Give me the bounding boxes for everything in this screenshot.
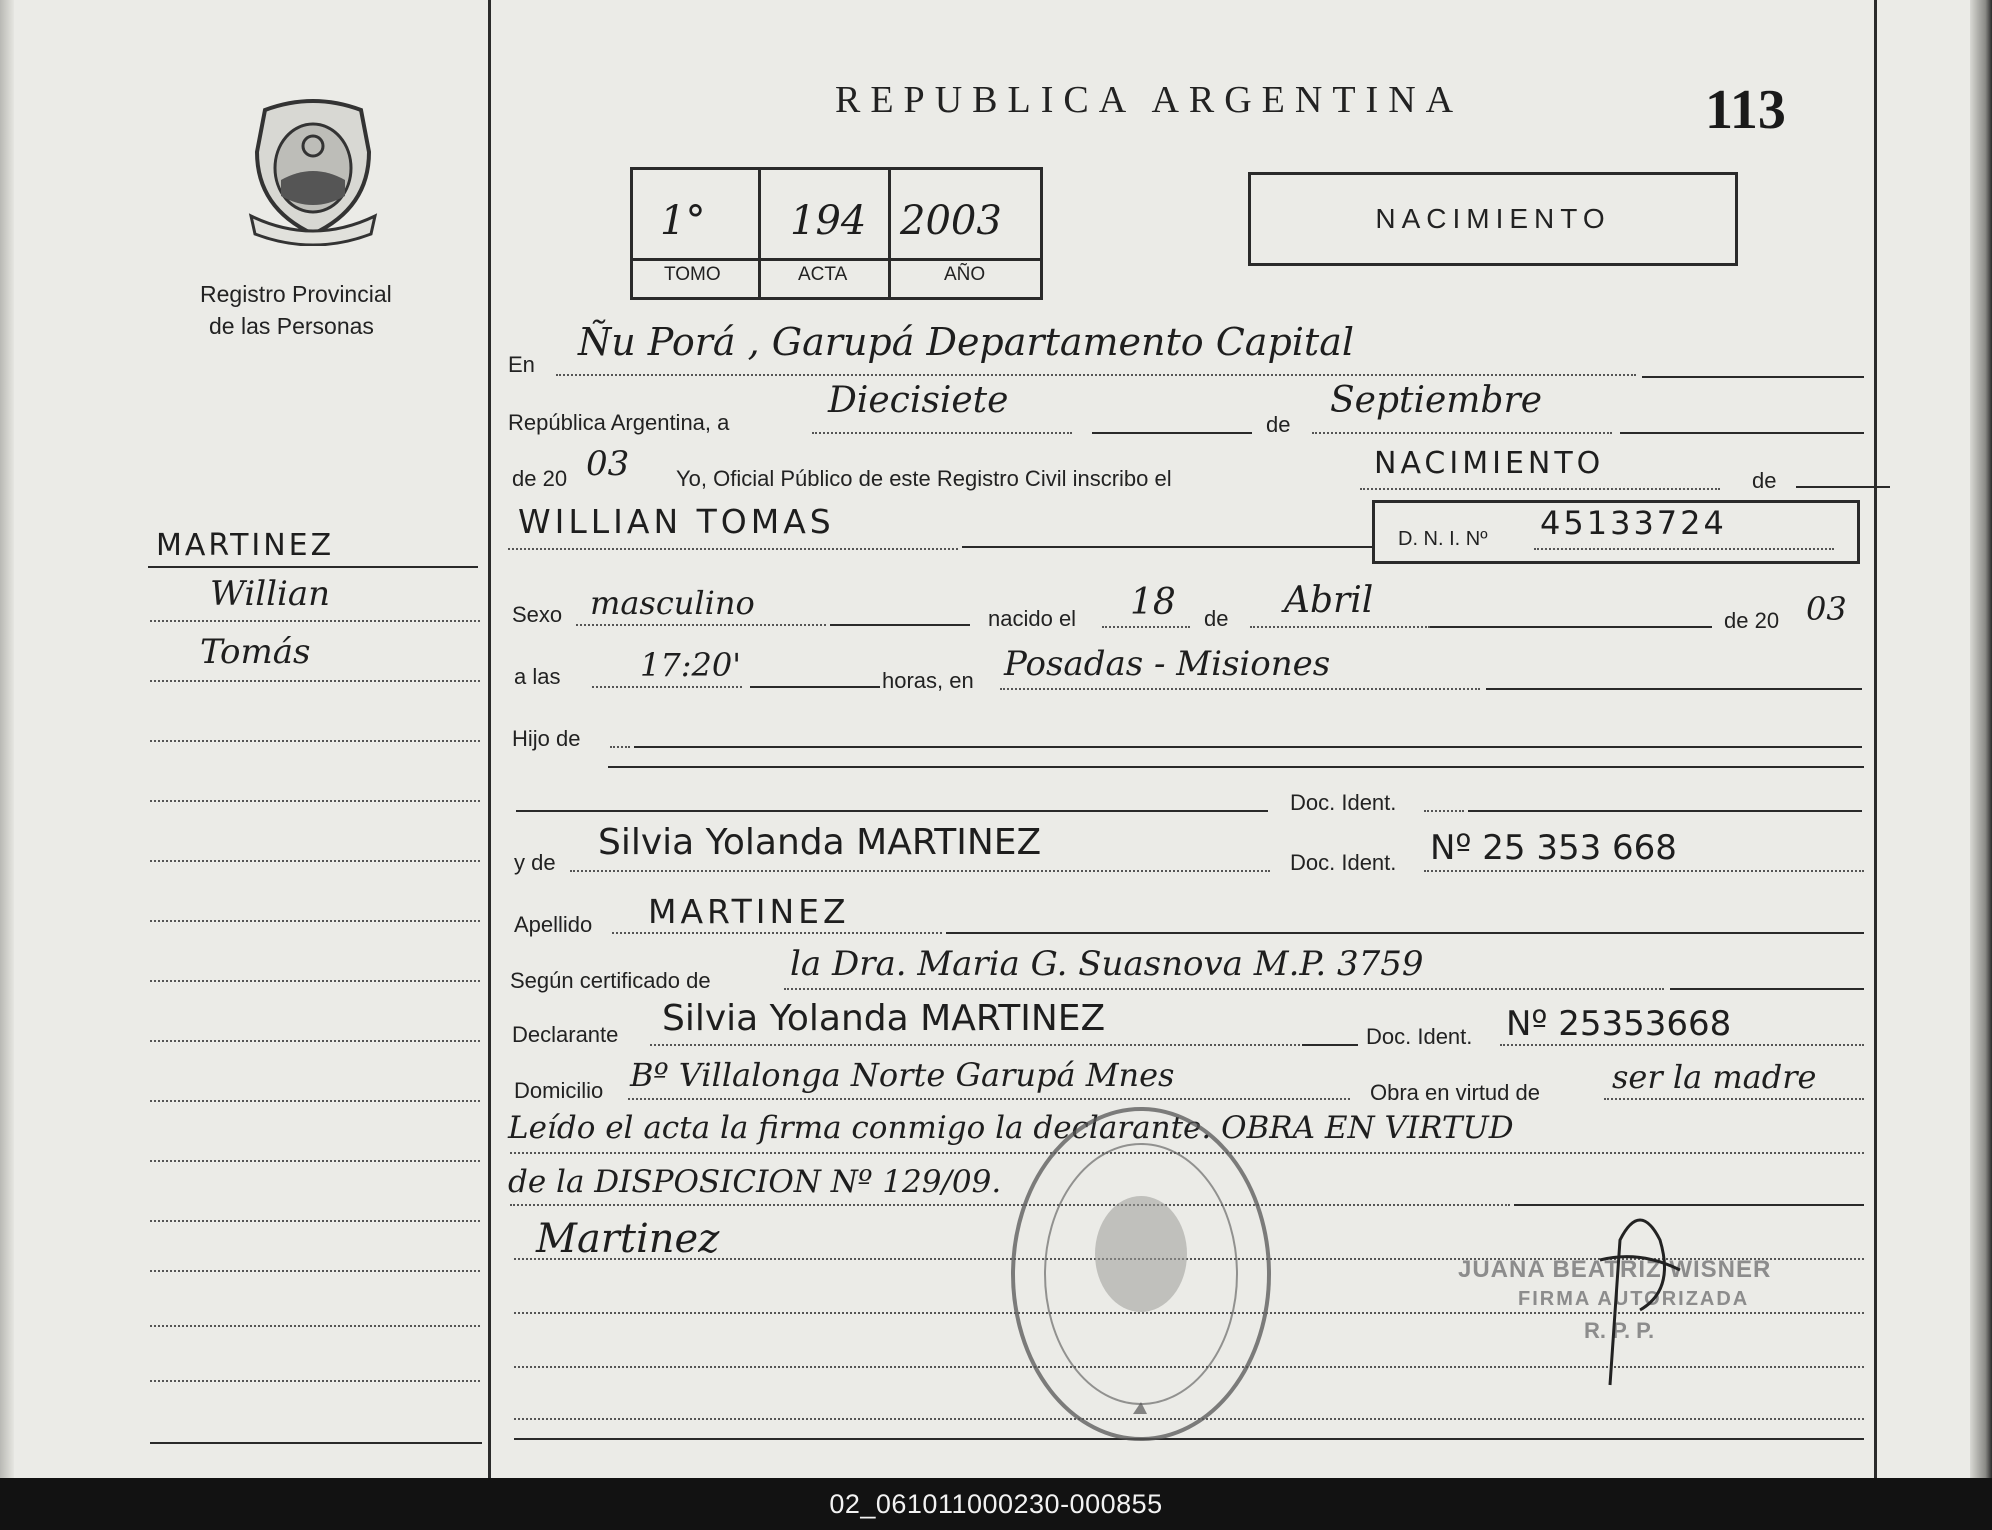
value-obra: ser la madre [1612,1058,1817,1096]
signatory-name: JUANA BEATRIZ WISNER [1458,1256,1772,1283]
label-domicilio: Domicilio [514,1078,604,1103]
label-apellido: Apellido [514,912,593,937]
official-stamp-icon [1008,1104,1274,1444]
page-edge-left [0,0,14,1478]
line-dni [1534,548,1834,550]
line-apellido [612,932,942,934]
tomo-value: 1° [660,198,706,244]
label-republica: República Argentina, a [508,410,730,435]
margin-rule [150,920,480,922]
value-mes-nac: Abril [1284,580,1374,621]
line-padre [634,746,1862,748]
line-doc-declarante [1500,1044,1864,1046]
margin-surname: MARTINEZ [156,528,335,563]
anio-value: 2003 [900,198,1002,244]
value-lugar-inscripcion: Ñu Porá , Garupá Departamento Capital [578,320,1355,364]
value-madre: Silvia Yolanda MARTINEZ [598,822,1042,863]
value-doc-madre: Nº 25 353 668 [1430,828,1677,868]
value-anio-inscripcion: 03 [586,444,630,484]
margin-given-name-2: Tomás [200,632,311,672]
line-de-end [1796,486,1890,488]
line-nombre-dots [508,548,958,550]
label-hijo-de: Hijo de [512,726,581,751]
margin-rule [150,1442,482,1444]
value-dia-nac: 18 [1130,582,1176,623]
line-segun-end [1670,988,1864,990]
margin-rule [150,1160,480,1162]
record-type: NACIMIENTO [1375,203,1611,234]
line-dia-nac [1102,626,1190,628]
line-sexo-end [830,624,970,626]
label-de-final: de [1752,468,1777,493]
country-heading: REPUBLICA ARGENTINA [835,79,1464,121]
label-doc-padre: Doc. Ident. [1290,790,1397,815]
line-dia-end [1092,432,1252,434]
line-apellido-end [946,932,1864,934]
label-obra: Obra en virtud de [1370,1080,1540,1105]
label-declarante: Declarante [512,1022,619,1047]
line-padre-2 [608,766,1864,768]
volume-box-divider [888,167,891,297]
line-domicilio [628,1098,1350,1100]
margin-given-name-1: Willian [210,574,331,614]
label-de-20: de 20 [512,466,568,491]
line-mes-nac [1250,626,1430,628]
label-oficial: Yo, Oficial Público de este Registro Civil inscribo el [676,466,1172,491]
margin-rule [150,980,480,982]
record-type-box [1248,172,1738,266]
line-doc-padre [1468,810,1862,812]
margin-rule [150,740,480,742]
label-en: En [508,352,535,377]
margin-rule [150,1325,480,1327]
margin-rule [150,860,480,862]
label-de-20-nac: de 20 [1724,608,1780,633]
signatory-title: FIRMA AUTORIZADA [1518,1288,1750,1310]
label-y-de: y de [514,850,556,875]
line-doc-padre-dots [1424,810,1464,812]
tomo-label: TOMO [664,264,721,285]
official-signature-icon [1580,1200,1700,1390]
volume-box-divider [630,258,1040,261]
line-declarante [650,1044,1300,1046]
line-obra [1604,1098,1864,1100]
line-madre [570,870,1270,872]
right-border [1874,0,1877,1478]
registry-line-1: Registro Provincial [200,281,392,307]
line-mes-end [1620,432,1864,434]
scan-id-footer [0,1478,1992,1530]
acta-value: 194 [790,198,867,244]
value-anio-nac: 03 [1806,590,1847,628]
label-horas-en: horas, en [882,668,974,693]
value-lugar-nac: Posadas - Misiones [1004,644,1331,684]
value-acto: NACIMIENTO [1374,446,1605,481]
margin-rule [150,1100,480,1102]
value-sexo: masculino [590,584,755,622]
registry-line-2: de las Personas [209,313,374,339]
line-nombre [962,546,1372,548]
margin-divider [488,0,491,1478]
line-dia [812,432,1072,434]
value-nota-1: Leído el acta la firma conmigo la declarante. OBRA EN VIRTUD [508,1110,1514,1146]
value-certificado: la Dra. Maria G. Suasnova M.P. 3759 [790,944,1424,984]
value-mes: Septiembre [1330,380,1542,421]
firma-declarante: Martinez [536,1216,720,1262]
margin-rule [150,1270,480,1272]
margin-rule [150,620,480,622]
margin-rule [148,566,478,568]
anio-label: AÑO [944,264,986,285]
provincial-seal-icon [243,96,383,246]
label-de-mes: de [1266,412,1291,437]
line-padre-dots [610,746,630,748]
value-doc-declarante: Nº 25353668 [1506,1004,1732,1044]
line-padre-3 [516,810,1268,812]
line-en [556,374,1636,376]
page-edge-right [1970,0,1992,1478]
label-doc-madre: Doc. Ident. [1290,850,1397,875]
value-domicilio: Bº Villalonga Norte Garupá Mnes [630,1056,1175,1094]
acta-label: ACTA [798,264,848,285]
line-doc-madre [1424,870,1864,872]
line-sexo [576,624,826,626]
line-mes-nac-end [1430,626,1712,628]
line-lugar-nac [1000,688,1480,690]
scan-id: 02_061011000230-000855 [829,1489,1163,1519]
volume-box-divider [758,167,761,297]
line-en-end [1642,376,1864,378]
line-hora [592,686,742,688]
label-sexo: Sexo [512,602,563,627]
value-nombre: WILLIAN TOMAS [518,502,835,541]
line-segun [784,988,1664,990]
line-mes [1312,432,1612,434]
label-segun: Según certificado de [510,968,711,993]
line-lugar-nac-end [1486,688,1862,690]
value-declarante: Silvia Yolanda MARTINEZ [662,998,1106,1039]
value-nota-2: de la DISPOSICION Nº 129/09. [508,1164,1002,1200]
value-hora: 17:20' [640,646,742,684]
label-de-nac: de [1204,606,1229,631]
line-hora-end [750,686,880,688]
margin-rule [150,800,480,802]
margin-rule [150,680,480,682]
label-a-las: a las [514,664,561,689]
margin-rule [150,1040,480,1042]
label-nacido: nacido el [988,606,1077,631]
value-dia: Diecisiete [828,380,1009,421]
margin-rule [150,1220,480,1222]
label-doc-declarante: Doc. Ident. [1366,1024,1473,1049]
value-apellido: MARTINEZ [648,892,850,931]
line-acto [1360,488,1720,490]
signatory-org: R. P. P. [1584,1318,1655,1343]
page-number: 113 [1705,79,1786,141]
value-dni: 45133724 [1540,504,1727,542]
margin-rule [150,1380,480,1382]
line-declarante-end [1302,1044,1358,1046]
label-dni: D. N. I. Nº [1398,528,1488,550]
